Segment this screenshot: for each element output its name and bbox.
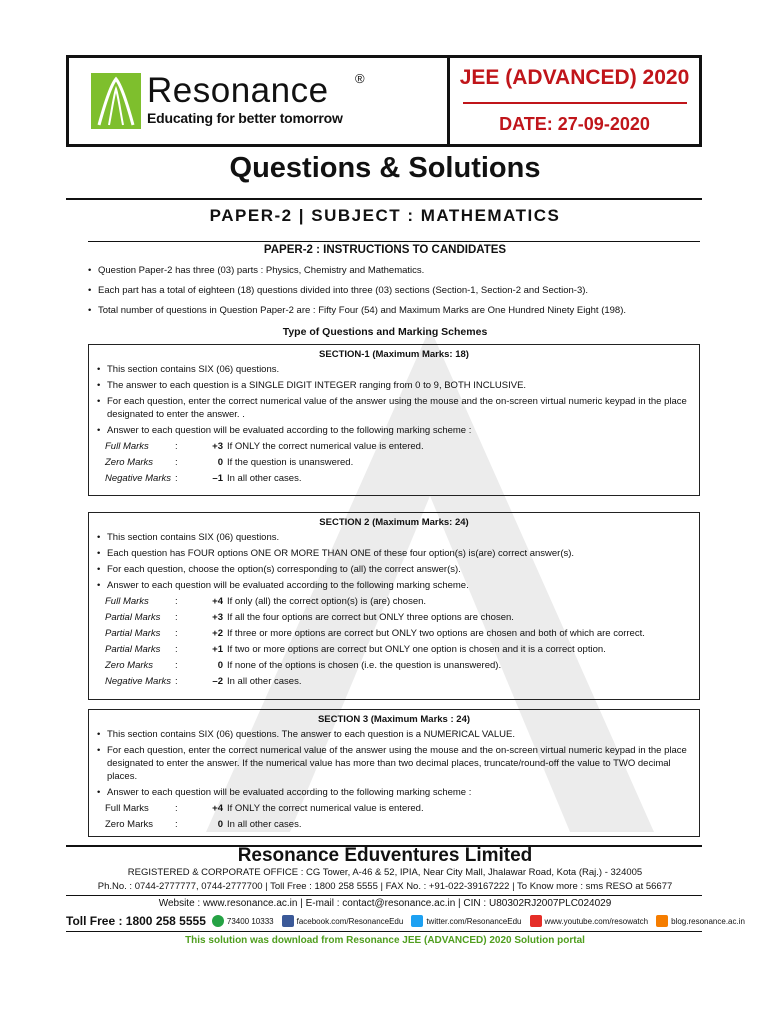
list-item: • This section contains SIX (06) questions. — [97, 531, 693, 544]
mark-label: Partial Marks — [105, 644, 161, 655]
title-rule — [66, 198, 702, 200]
mark-description: In all other cases. — [227, 676, 302, 687]
mark-value: 0 — [217, 660, 223, 671]
youtube-icon — [530, 915, 542, 927]
list-item: • This section contains SIX (06) questions. The answer to each question is a NUMERICAL VALUE. — [97, 728, 693, 741]
social-links — [66, 913, 745, 929]
blog-link[interactable] — [656, 915, 745, 927]
mark-description: In all other cases. — [227, 819, 302, 830]
mark-value: +3 — [212, 612, 223, 623]
mark-value: –2 — [212, 676, 223, 687]
list-item: • For each question, choose the option(s) corresponding to (all) the correct answer(s). — [97, 563, 693, 576]
mark-value: 0 — [217, 819, 223, 830]
list-item: • Answer to each question will be evaluated according to the following marking scheme. — [97, 579, 693, 592]
mark-label: Full Marks — [105, 441, 149, 452]
mark-colon: : — [175, 628, 178, 639]
mark-colon: : — [175, 596, 178, 607]
mark-value: +4 — [212, 803, 223, 814]
header-box — [66, 55, 702, 147]
twitter-icon — [411, 915, 423, 927]
blog-icon — [656, 915, 668, 927]
mark-description: If two or more options are correct but ONLY one option is chosen and it is a correct option. — [227, 644, 606, 655]
mark-colon: : — [175, 473, 178, 484]
twitter-link[interactable] — [411, 915, 521, 927]
mark-label: Partial Marks — [105, 628, 161, 639]
facebook-link[interactable] — [282, 915, 404, 927]
section-1-title: SECTION-1 (Maximum Marks: 18) — [319, 349, 469, 360]
mark-description: If the question is unanswered. — [227, 457, 354, 468]
exam-rule — [463, 102, 687, 104]
marking-row — [97, 595, 693, 608]
instructions-list — [88, 264, 700, 317]
download-note: This solution was download from Resonance JEE (ADVANCED) 2020 Solution portal — [185, 935, 585, 946]
website-info: Website : www.resonance.ac.in | E-mail : contact@resonance.ac.in | CIN : U80302RJ2007PLC024029 — [158, 898, 612, 909]
mark-label: Zero Marks — [105, 819, 154, 830]
section-3-box — [88, 709, 700, 837]
mark-label: Zero Marks — [105, 660, 154, 671]
list-item: • For each question, enter the correct numerical value of the answer using the mouse and the on-screen virtual numeric keypad in the place designated to enter the answer. If the numerical value has more than two decimal places, truncate/round-off the value to TWO decimal places. — [97, 744, 693, 783]
mark-value: +2 — [212, 628, 223, 639]
whatsapp-number: 73400 10333 — [226, 916, 274, 926]
brand-tagline: Educating for better tomorrow — [147, 110, 343, 126]
schemes-heading: Type of Questions and Marking Schemes — [282, 326, 488, 338]
marking-row — [97, 472, 693, 485]
mark-colon: : — [175, 803, 178, 814]
facebook-url: facebook.com/ResonanceEdu — [296, 916, 404, 926]
page-subtitle: PAPER-2 | SUBJECT : MATHEMATICS — [209, 206, 561, 225]
list-item: • Each question has FOUR options ONE OR MORE THAN ONE of these four option(s) is(are) correct answer(s). — [97, 547, 693, 560]
website-rule — [66, 895, 702, 896]
blog-url: blog.resonance.ac.in — [671, 916, 745, 926]
youtube-link[interactable] — [530, 915, 649, 927]
mark-label: Negative Marks — [105, 473, 171, 484]
mark-label: Full Marks — [105, 803, 149, 814]
marking-row — [97, 440, 693, 453]
mark-colon: : — [175, 441, 178, 452]
exam-title: JEE (ADVANCED) 2020 — [459, 66, 690, 89]
mark-value: +1 — [212, 644, 223, 655]
exam-date: DATE: 27-09-2020 — [499, 114, 650, 134]
mark-description: If only (all) the correct option(s) is (are) chosen. — [227, 596, 427, 607]
section-1-box — [88, 344, 700, 496]
whatsapp-icon — [212, 915, 224, 927]
mark-label: Partial Marks — [105, 612, 161, 623]
mark-label: Negative Marks — [105, 676, 171, 687]
twitter-url: twitter.com/ResonanceEdu — [426, 916, 522, 926]
mark-description: If ONLY the correct numerical value is entered. — [227, 803, 424, 814]
marking-row — [97, 611, 693, 624]
marking-row — [97, 818, 693, 831]
list-item: • The answer to each question is a SINGLE DIGIT INTEGER ranging from 0 to 9, BOTH INCLUSIVE. — [97, 379, 693, 392]
whatsapp-link[interactable] — [212, 915, 274, 927]
list-item: • Answer to each question will be evaluated according to the following marking scheme : — [97, 424, 693, 437]
marking-row — [97, 643, 693, 656]
list-item: • For each question, enter the correct numerical value of the answer using the mouse and the on-screen virtual numeric keypad in the place designated to enter the answer. . — [97, 395, 693, 421]
bottom-rule — [66, 931, 702, 932]
list-item: • Each part has a total of eighteen (18) questions divided into three (03) sections (Section-1, Section-2 and Section-3). — [88, 284, 700, 297]
instructions-rule — [88, 241, 700, 242]
mark-value: –1 — [212, 473, 223, 484]
mark-colon: : — [175, 676, 178, 687]
brand-name: Resonance — [147, 71, 329, 110]
mark-description: If none of the options is chosen (i.e. the question is unanswered). — [227, 660, 502, 671]
mark-label: Zero Marks — [105, 457, 154, 468]
mark-description: If three or more options are correct but ONLY two options are chosen and both of which are correct. — [227, 628, 645, 639]
mark-description: In all other cases. — [227, 473, 302, 484]
list-item: • Question Paper-2 has three (03) parts : Physics, Chemistry and Mathematics. — [88, 264, 700, 277]
office-address: REGISTERED & CORPORATE OFFICE : CG Tower, A-46 & 52, IPIA, Near City Mall, Jhalawar Road, Kota (Raj.) - 324005 — [127, 867, 643, 878]
section-3-title: SECTION 3 (Maximum Marks : 24) — [317, 714, 471, 725]
marking-row — [97, 627, 693, 640]
mark-description: If all the four options are correct but ONLY three options are chosen. — [227, 612, 514, 623]
resonance-logo-icon — [91, 73, 141, 129]
facebook-icon — [282, 915, 294, 927]
marking-row — [97, 659, 693, 672]
section-2-title: SECTION 2 (Maximum Marks: 24) — [319, 517, 469, 528]
mark-colon: : — [175, 819, 178, 830]
mark-description: If ONLY the correct numerical value is entered. — [227, 441, 424, 452]
mark-value: +4 — [212, 596, 223, 607]
mark-label: Full Marks — [105, 596, 149, 607]
section-2-box — [88, 512, 700, 700]
mark-colon: : — [175, 457, 178, 468]
mark-colon: : — [175, 660, 178, 671]
list-item: • Answer to each question will be evaluated according to the following marking scheme : — [97, 786, 693, 799]
mark-colon: : — [175, 644, 178, 655]
marking-row — [97, 802, 693, 815]
marking-row — [97, 456, 693, 469]
mark-colon: : — [175, 612, 178, 623]
toll-free-number: Toll Free : 1800 258 5555 — [66, 914, 206, 928]
instructions-heading: PAPER-2 : INSTRUCTIONS TO CANDIDATES — [263, 244, 507, 256]
registered-mark: ® — [355, 71, 365, 86]
company-name: Resonance Eduventures Limited — [237, 845, 533, 866]
mark-value: 0 — [217, 457, 223, 468]
list-item: • Total number of questions in Question Paper-2 are : Fifty Four (54) and Maximum Marks are One Hundred Ninety Eight (198). — [88, 304, 700, 317]
marking-row — [97, 675, 693, 688]
list-item: • This section contains SIX (06) questions. — [97, 363, 693, 376]
mark-value: +3 — [212, 441, 223, 452]
page-title: Questions & Solutions — [229, 152, 541, 184]
contact-info: Ph.No. : 0744-2777777, 0744-2777700 | Toll Free : 1800 258 5555 | FAX No. : +91-022-39167222 | To Know more : sms RESO at 56677 — [97, 881, 673, 892]
youtube-url: www.youtube.com/resowatch — [544, 916, 649, 926]
